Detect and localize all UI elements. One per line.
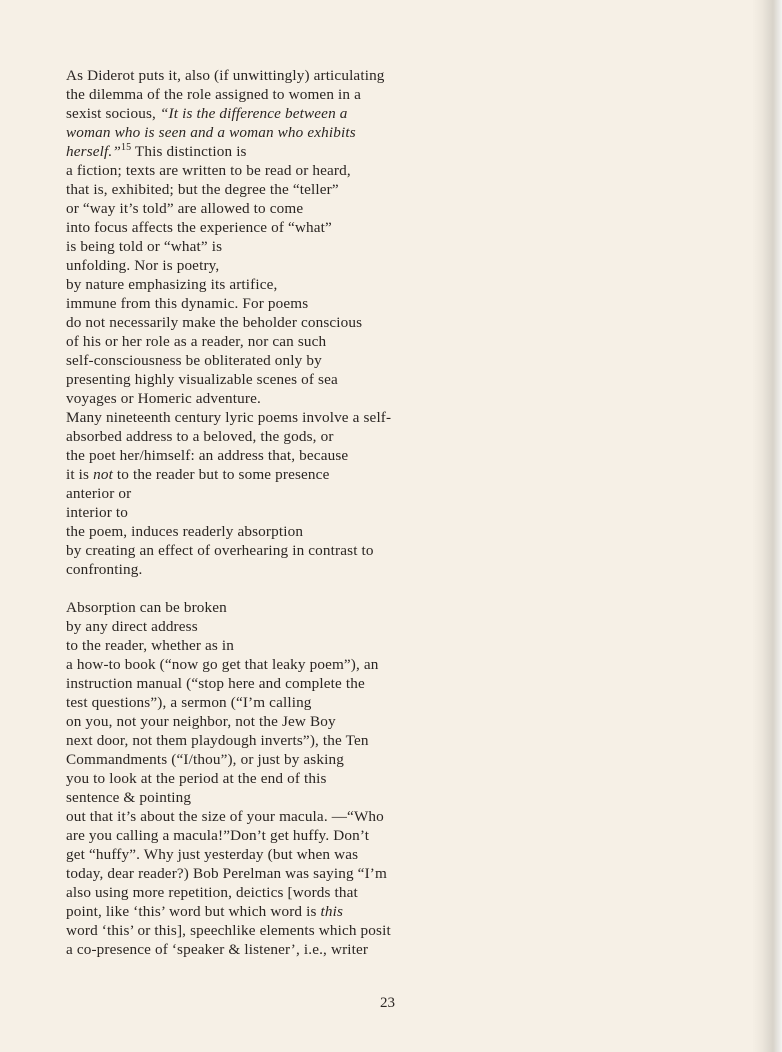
italic-span: not xyxy=(93,466,113,483)
text-span: presenting highly visualizable scenes of sea xyxy=(66,371,338,388)
text-line xyxy=(66,902,486,921)
text-line xyxy=(66,218,486,237)
text-line xyxy=(66,484,486,503)
text-span: This distinction is xyxy=(131,143,247,160)
page-number: 23 xyxy=(380,995,395,1011)
text-line xyxy=(66,864,486,883)
text-span: to the reader but to some presence xyxy=(112,466,330,483)
text-span: instruction manual (“stop here and complete the xyxy=(66,675,365,692)
text-span: Commandments (“I/thou”), or just by asking xyxy=(66,751,344,768)
text-line xyxy=(66,66,486,85)
text-line xyxy=(66,940,486,959)
text-line xyxy=(66,655,486,674)
italic-span: this xyxy=(320,903,344,920)
text-span: by nature emphasizing its artifice, xyxy=(66,276,278,293)
text-span: also using more repetition, deictics [words that xyxy=(66,884,358,901)
text-line xyxy=(66,522,486,541)
text-line xyxy=(66,256,486,275)
text-span: interior to xyxy=(66,504,128,521)
text-span: sexist socious, xyxy=(66,105,160,122)
text-span: or “way it’s told” are allowed to come xyxy=(66,200,304,217)
text-span: next door, not them playdough inverts”), the Ten xyxy=(66,732,369,749)
text-span: get “huffy”. Why just yesterday (but when was xyxy=(66,846,359,863)
text-line xyxy=(66,636,486,655)
text-line xyxy=(66,180,486,199)
text-line xyxy=(66,408,486,427)
text-span: today, dear reader?) Bob Perelman was saying “I’m xyxy=(66,865,387,882)
text-span: are you calling a macula!”Don’t get huffy. Don’t xyxy=(66,827,370,844)
text-line xyxy=(66,313,486,332)
text-line xyxy=(66,161,486,180)
text-line xyxy=(66,465,486,484)
text-line xyxy=(66,123,486,142)
text-span: by any direct address xyxy=(66,618,198,635)
text-line xyxy=(66,769,486,788)
text-line xyxy=(66,294,486,313)
text-span: voyages or Homeric adventure. xyxy=(66,390,261,407)
text-span: sentence & pointing xyxy=(66,789,192,806)
paragraph xyxy=(66,66,486,579)
text-span: it is xyxy=(66,466,94,483)
text-span: absorbed address to a beloved, the gods, or xyxy=(66,428,334,445)
text-line xyxy=(66,142,486,161)
text-line xyxy=(66,332,486,351)
text-span: self-consciousness be obliterated only by xyxy=(66,352,322,369)
text-line xyxy=(66,541,486,560)
page-edge-shadow xyxy=(752,0,782,1052)
text-span: into focus affects the experience of “what” xyxy=(66,219,332,236)
text-span: test questions”), a sermon (“I’m calling xyxy=(66,694,312,711)
text-line xyxy=(66,674,486,693)
text-line xyxy=(66,617,486,636)
text-line xyxy=(66,104,486,123)
text-line xyxy=(66,807,486,826)
text-span: confronting. xyxy=(66,561,143,578)
italic-span: herself.” xyxy=(66,143,121,160)
text-span: anterior or xyxy=(66,485,132,502)
text-line xyxy=(66,85,486,104)
text-span: do not necessarily make the beholder conscious xyxy=(66,314,363,331)
text-line xyxy=(66,199,486,218)
text-span: Absorption can be broken xyxy=(66,599,227,616)
text-span: a fiction; texts are written to be read or heard, xyxy=(66,162,351,179)
text-line xyxy=(66,731,486,750)
italic-span: woman who is seen and a woman who exhibits xyxy=(66,124,356,141)
text-line xyxy=(66,788,486,807)
text-line xyxy=(66,845,486,864)
paragraph xyxy=(66,598,486,959)
text-line xyxy=(66,826,486,845)
text-span: by creating an effect of overhearing in contrast to xyxy=(66,542,374,559)
footnote-reference: 15 xyxy=(120,142,132,153)
text-span: is being told or “what” is xyxy=(66,238,223,255)
text-line xyxy=(66,351,486,370)
text-line xyxy=(66,750,486,769)
text-span: the poem, induces readerly absorption xyxy=(66,523,304,540)
text-span: you to look at the period at the end of this xyxy=(66,770,327,787)
text-line xyxy=(66,237,486,256)
text-span: point, like ‘this’ word but which word is xyxy=(66,903,321,920)
text-line xyxy=(66,427,486,446)
text-line xyxy=(66,389,486,408)
text-span: unfolding. Nor is poetry, xyxy=(66,257,220,274)
text-span: of his or her role as a reader, nor can such xyxy=(66,333,327,350)
text-span: word ‘this’ or this], speechlike elements which posit xyxy=(66,922,391,939)
text-line xyxy=(66,883,486,902)
body-text xyxy=(66,66,486,959)
text-span: to the reader, whether as in xyxy=(66,637,235,654)
text-span: the poet her/himself: an address that, because xyxy=(66,447,349,464)
text-line xyxy=(66,446,486,465)
text-line xyxy=(66,560,486,579)
text-span: a how-to book (“now go get that leaky poem”), an xyxy=(66,656,379,673)
text-line xyxy=(66,712,486,731)
text-span: on you, not your neighbor, not the Jew Boy xyxy=(66,713,336,730)
text-span: As Diderot puts it, also (if unwittingly) articulating xyxy=(66,67,385,84)
text-span: Many nineteenth century lyric poems involve a self- xyxy=(66,409,392,426)
text-span: that is, exhibited; but the degree the “teller” xyxy=(66,181,339,198)
text-span: out that it’s about the size of your macula. —“Who xyxy=(66,808,384,825)
text-span: immune from this dynamic. For poems xyxy=(66,295,309,312)
text-span: a co-presence of ‘speaker & listener’, i.e., writer xyxy=(66,941,369,958)
text-line xyxy=(66,693,486,712)
text-line xyxy=(66,275,486,294)
text-span: the dilemma of the role assigned to women in a xyxy=(66,86,361,103)
italic-span: “It is the difference between a xyxy=(159,105,348,122)
text-line xyxy=(66,921,486,940)
text-line xyxy=(66,598,486,617)
paragraph-gap xyxy=(66,579,486,598)
text-line xyxy=(66,503,486,522)
text-line xyxy=(66,370,486,389)
